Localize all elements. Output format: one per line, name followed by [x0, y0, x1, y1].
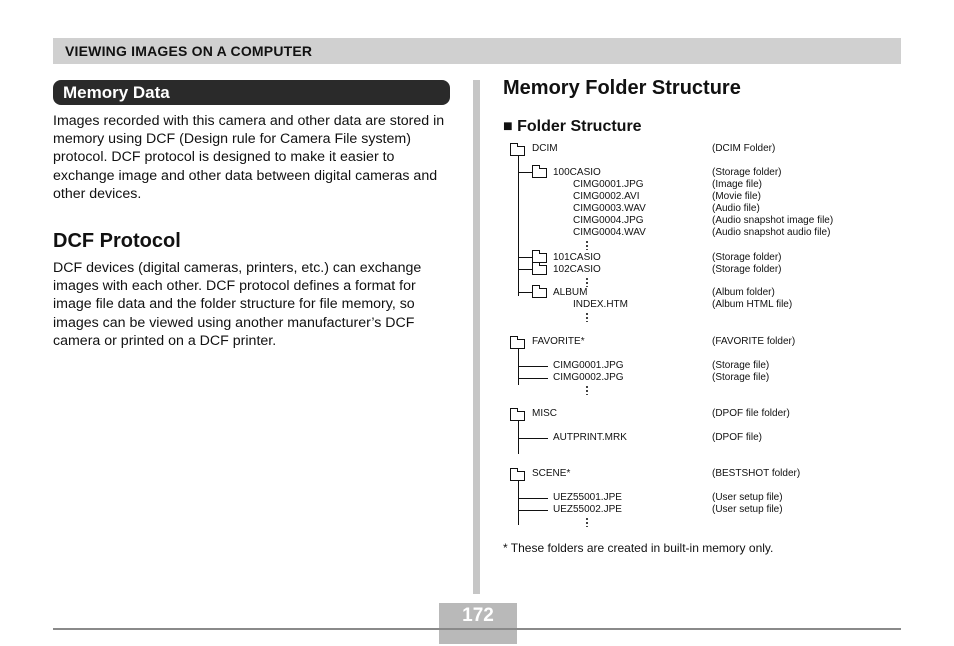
tree-line: [518, 481, 519, 525]
tree-item-misc: MISC: [532, 408, 557, 419]
page-number-tab: [439, 630, 517, 644]
tree-item-autprint: AUTPRINT.MRK: [553, 432, 627, 443]
tree-desc-image-file: (Image file): [712, 179, 763, 190]
tree-desc-album: (Album folder): [712, 287, 775, 298]
tree-line: [518, 438, 548, 439]
tree-desc-favorite: (FAVORITE folder): [712, 336, 796, 347]
tree-item-fav-cimg0002: CIMG0002.JPG: [553, 372, 624, 383]
tree-desc-misc: (DPOF file folder): [712, 408, 790, 419]
folder-structure-subtitle: ■ Folder Structure: [503, 118, 642, 135]
tree-item-100casio: 100CASIO: [553, 167, 601, 178]
tree-line: [518, 257, 532, 258]
continuation-dots: [586, 517, 588, 527]
tree-line: [518, 172, 532, 173]
tree-item-cimg0004-jpg: CIMG0004.JPG: [573, 215, 644, 226]
section-header: VIEWING IMAGES ON A COMPUTER: [53, 38, 901, 64]
tree-line: [518, 292, 532, 293]
tree-desc-audio-file: (Audio file): [712, 203, 760, 214]
tree-desc-user-setup: (User setup file): [712, 504, 783, 515]
tree-item-cimg0003-wav: CIMG0003.WAV: [573, 203, 646, 214]
tree-desc-audio-snapshot-audio: (Audio snapshot audio file): [712, 227, 831, 238]
tree-desc-user-setup: (User setup file): [712, 492, 783, 503]
memory-data-heading: Memory Data: [53, 80, 450, 105]
folder-structure-title: Memory Folder Structure: [503, 77, 741, 99]
tree-desc-storage-file: (Storage file): [712, 372, 770, 383]
tree-desc-100casio: (Storage folder): [712, 167, 782, 178]
tree-line: [518, 510, 548, 511]
tree-item-uez55001: UEZ55001.JPE: [553, 492, 622, 503]
folder-icon: [510, 471, 525, 481]
footnote: * These folders are created in built-in memory only.: [503, 541, 774, 555]
tree-line: [518, 366, 548, 367]
folder-icon: [510, 411, 525, 421]
tree-item-scene: SCENE*: [532, 468, 571, 479]
tree-item-favorite: FAVORITE*: [532, 336, 585, 347]
tree-line: [518, 349, 519, 385]
dcf-protocol-text: DCF devices (digital cameras, printers, etc.) can exchange images with each other. DCF protocol defines a format for image file data and the folder structure for file memory, so images can be viewed using another manufacturer’s DCF camera or printed on a DCF printer.: [53, 260, 422, 349]
continuation-dots: [586, 312, 588, 322]
memory-data-text: Images recorded with this camera and other data are stored in memory using DCF (Design rule for Camera File system) protocol. DCF protocol is designed to make it easier to exchange image and other data between digital cameras and other devices.: [53, 113, 445, 202]
tree-item-cimg0002-avi: CIMG0002.AVI: [573, 191, 640, 202]
tree-item-album: ALBUM: [553, 287, 588, 298]
tree-item-dcim: DCIM: [532, 143, 558, 154]
continuation-dots: [586, 240, 588, 250]
folder-icon: [532, 288, 547, 298]
folder-icon: [532, 265, 547, 275]
tree-line: [518, 498, 548, 499]
dcf-protocol-heading: DCF Protocol: [53, 230, 181, 252]
folder-icon: [532, 168, 547, 178]
tree-line: [518, 269, 532, 270]
continuation-dots: [586, 385, 588, 395]
tree-line: [518, 156, 519, 296]
tree-item-102casio: 102CASIO: [553, 264, 601, 275]
folder-icon: [510, 146, 525, 156]
tree-item-101casio: 101CASIO: [553, 252, 601, 263]
continuation-dots: [586, 277, 588, 287]
page-number: 172: [439, 603, 517, 629]
tree-item-cimg0004-wav: CIMG0004.WAV: [573, 227, 646, 238]
tree-desc-storage-file: (Storage file): [712, 360, 770, 371]
tree-desc-scene: (BESTSHOT folder): [712, 468, 801, 479]
tree-desc-102casio: (Storage folder): [712, 264, 782, 275]
tree-desc-movie-file: (Movie file): [712, 191, 761, 202]
tree-line: [518, 378, 548, 379]
tree-item-index-htm: INDEX.HTM: [573, 299, 628, 310]
tree-desc-dpof-file: (DPOF file): [712, 432, 762, 443]
tree-item-cimg0001-jpg: CIMG0001.JPG: [573, 179, 644, 190]
tree-desc-dcim: (DCIM Folder): [712, 143, 776, 154]
tree-desc-album-html: (Album HTML file): [712, 299, 793, 310]
tree-item-uez55002: UEZ55002.JPE: [553, 504, 622, 515]
folder-icon: [510, 339, 525, 349]
tree-desc-101casio: (Storage folder): [712, 252, 782, 263]
tree-item-fav-cimg0001: CIMG0001.JPG: [553, 360, 624, 371]
tree-desc-audio-snapshot-image: (Audio snapshot image file): [712, 215, 834, 226]
